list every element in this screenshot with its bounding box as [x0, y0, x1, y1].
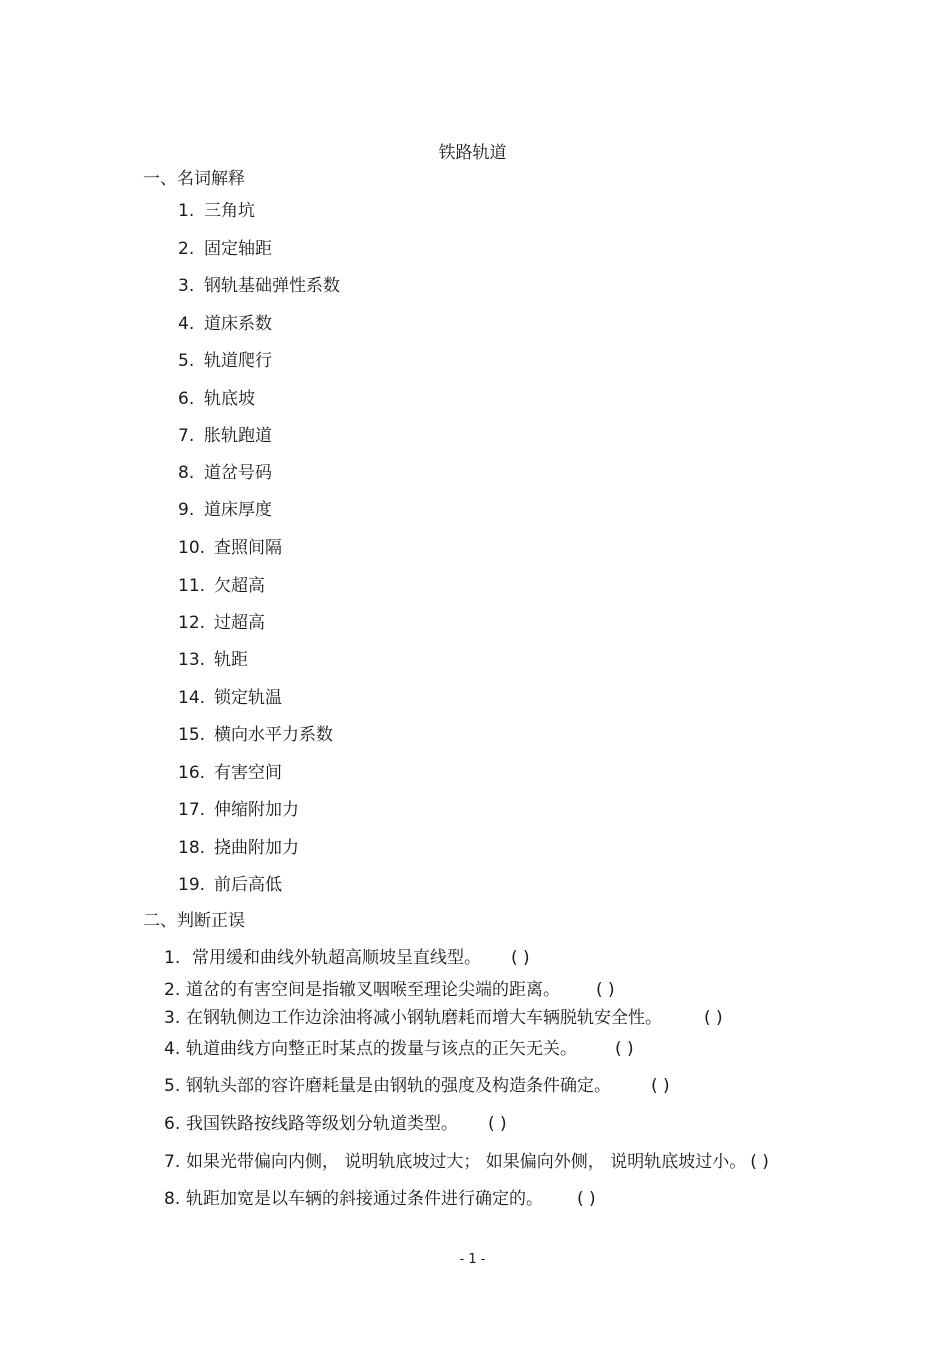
list-item: [178, 353, 272, 370]
section-heading-definitions: 一、名词解释: [143, 169, 245, 189]
list-item: [178, 802, 299, 819]
item-number: 14.: [178, 688, 206, 708]
answer-blank[interactable]: ( ): [615, 1039, 634, 1059]
item-number: 7.: [164, 1152, 181, 1172]
item-text: 道床系数: [204, 314, 272, 334]
item-text: 轨距: [214, 650, 248, 670]
item-text: 查照间隔: [214, 538, 282, 558]
item-text: 前后高低: [214, 875, 282, 895]
item-text: 有害空间: [214, 763, 282, 783]
question-item: [164, 1078, 670, 1095]
list-item: [178, 690, 282, 707]
question-item: [164, 1154, 769, 1171]
item-number: 17.: [178, 800, 206, 820]
answer-blank[interactable]: ( ): [704, 1008, 723, 1028]
question-text: 钢轨头部的容许磨耗量是由钢轨的强度及构造条件确定。: [186, 1076, 611, 1096]
item-text: 道岔号码: [204, 463, 272, 483]
answer-blank[interactable]: ( ): [651, 1076, 670, 1096]
item-number: 2.: [178, 239, 195, 259]
item-text: 钢轨基础弹性系数: [204, 276, 340, 296]
item-number: 10.: [178, 538, 206, 558]
list-item: [178, 203, 255, 220]
question-item: [164, 1010, 723, 1027]
item-number: 2.: [164, 980, 181, 1000]
item-text: 过超高: [214, 613, 265, 633]
answer-blank[interactable]: ( ): [577, 1189, 596, 1209]
list-item: [178, 877, 282, 894]
item-text: 轨道爬行: [204, 351, 272, 371]
question-text: 道岔的有害空间是指辙叉咽喉至理论尖端的距离。: [186, 980, 560, 1000]
list-item: [178, 465, 272, 482]
item-text: 道床厚度: [204, 500, 272, 520]
list-item: [178, 765, 282, 782]
list-item: [178, 652, 248, 669]
answer-blank[interactable]: ( ): [488, 1114, 507, 1134]
item-number: 6.: [178, 389, 195, 409]
list-item: [178, 615, 265, 632]
item-number: 1.: [164, 948, 181, 968]
question-item: [164, 1191, 596, 1208]
item-number: 12.: [178, 613, 206, 633]
item-text: 伸缩附加力: [214, 800, 299, 820]
question-item: [164, 950, 530, 967]
item-text: 横向水平力系数: [214, 725, 333, 745]
question-text: 轨道曲线方向整正时某点的拨量与该点的正矢无关。: [186, 1039, 577, 1059]
item-number: 19.: [178, 875, 206, 895]
item-number: 8.: [164, 1189, 181, 1209]
item-number: 1.: [178, 201, 195, 221]
list-item: [178, 428, 272, 445]
section-heading-true-false: 二、判断正误: [143, 911, 245, 931]
item-number: 6.: [164, 1114, 181, 1134]
item-number: 11.: [178, 576, 206, 596]
item-number: 9.: [178, 500, 195, 520]
question-text: 如果光带偏向内侧， 说明轨底坡过大； 如果偏向外侧， 说明轨底坡过小。: [186, 1152, 747, 1172]
item-number: 4.: [164, 1039, 181, 1059]
item-text: 挠曲附加力: [214, 838, 299, 858]
question-item: [164, 1041, 634, 1058]
list-item: [178, 540, 282, 557]
answer-blank[interactable]: ( ): [750, 1152, 769, 1172]
item-text: 胀轨跑道: [204, 426, 272, 446]
item-number: 4.: [178, 314, 195, 334]
item-number: 3.: [178, 276, 195, 296]
item-number: 3.: [164, 1008, 181, 1028]
item-text: 固定轴距: [204, 239, 272, 259]
list-item: [178, 578, 265, 595]
list-item: [178, 278, 340, 295]
item-number: 5.: [178, 351, 195, 371]
list-item: [178, 316, 272, 333]
item-number: 18.: [178, 838, 206, 858]
list-item: [178, 241, 272, 258]
item-number: 15.: [178, 725, 206, 745]
question-text: 常用缓和曲线外轨超高顺坡呈直线型。: [192, 948, 481, 968]
question-text: 在钢轨侧边工作边涂油将减小钢轨磨耗而增大车辆脱轨安全性。: [186, 1008, 662, 1028]
item-number: 8.: [178, 463, 195, 483]
question-item: [164, 1116, 507, 1133]
question-text: 轨距加宽是以车辆的斜接通过条件进行确定的。: [186, 1189, 543, 1209]
item-number: 7.: [178, 426, 195, 446]
question-item: [164, 982, 615, 999]
item-number: 13.: [178, 650, 206, 670]
question-text: 我国铁路按线路等级划分轨道类型。: [186, 1114, 458, 1134]
item-number: 16.: [178, 763, 206, 783]
list-item: [178, 727, 333, 744]
item-text: 欠超高: [214, 576, 265, 596]
answer-blank[interactable]: ( ): [511, 948, 530, 968]
list-item: [178, 840, 299, 857]
item-number: 5.: [164, 1076, 181, 1096]
page-number: - 1 -: [459, 1252, 486, 1267]
item-text: 三角坑: [204, 201, 255, 221]
answer-blank[interactable]: ( ): [596, 980, 615, 1000]
document-title: 铁路轨道: [438, 143, 507, 163]
list-item: [178, 391, 255, 408]
item-text: 锁定轨温: [214, 688, 282, 708]
item-text: 轨底坡: [204, 389, 255, 409]
list-item: [178, 502, 272, 519]
